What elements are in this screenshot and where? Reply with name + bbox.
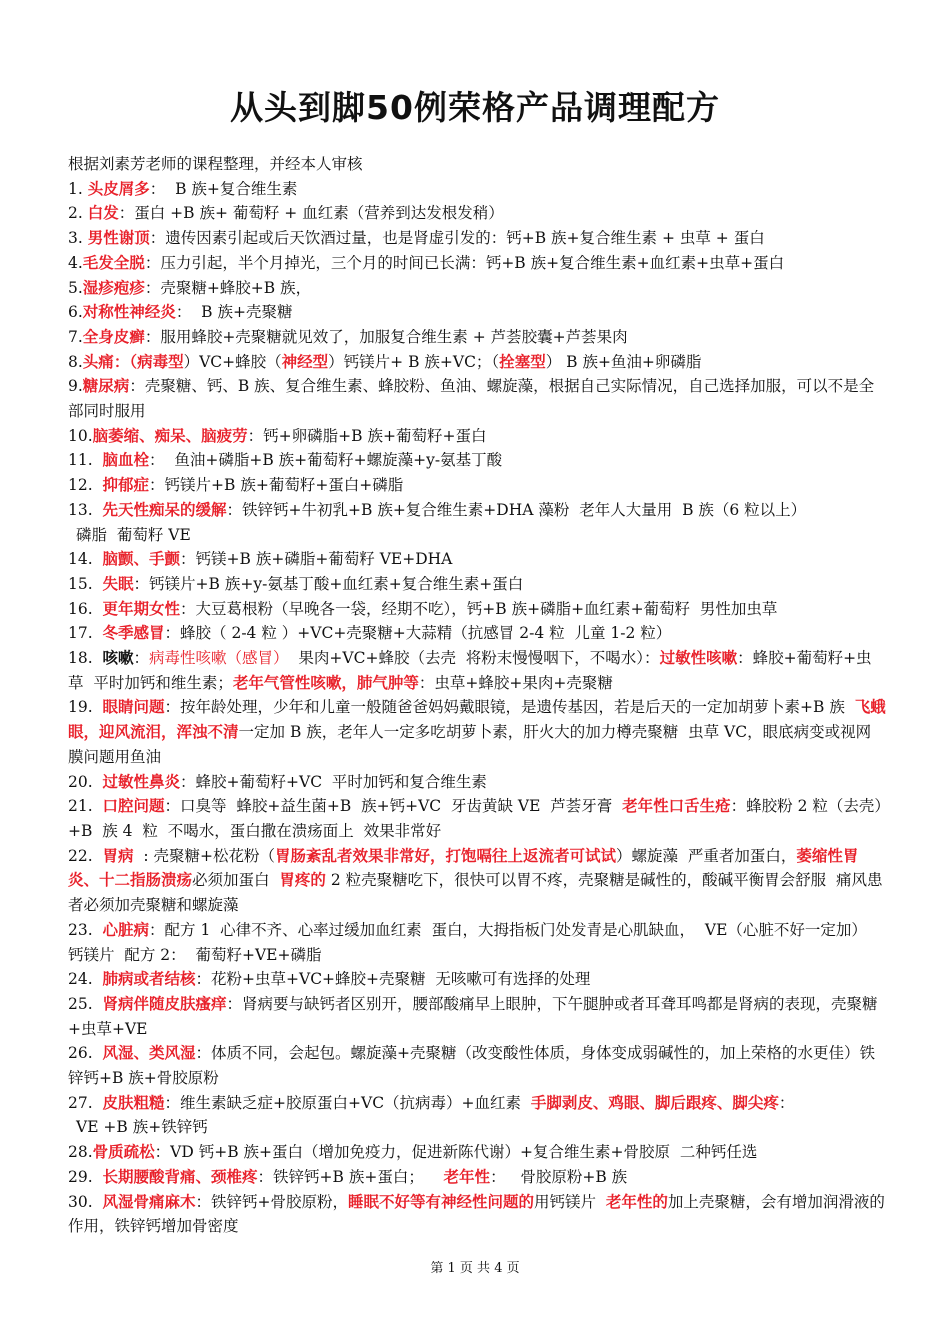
- list-item: 22. 胃病 : 壳聚糖+松花粉（胃肠紊乱者效果非常好，打饱嗝往上返流者可试试）螺旋藻 严重者加蛋白，萎缩性胃炎、十二指肠溃疡必须加蛋白 胃疼的 2 粒壳聚糖吃下，很快可以胃不疼，壳聚糖是碱性的，酸碱平衡胃会舒服 痛风患者必须加壳聚糖和螺旋藻: [68, 845, 883, 915]
- page-footer: 第 1 页 共 4 页: [430, 1261, 520, 1276]
- list-item: 27. 皮肤粗糙：维生素缺乏症+胶原蛋白+VC（抗病毒）+血红素 手脚剥皮、鸡眼、脚后跟疼、脚尖疼：: [68, 1092, 795, 1112]
- list-item: 6.对称性神经炎： B 族+壳聚糖: [68, 302, 293, 322]
- intro-line: 根据刘素芳老师的课程整理，并经本人审核: [68, 155, 363, 173]
- list-item: 11. 脑血栓： 鱼油+磷脂+B 族+葡萄籽+螺旋藻+y-氨基丁酸: [68, 450, 503, 470]
- list-item-continuation: 磷脂 葡萄籽 VE: [76, 525, 191, 544]
- list-item: 18. 咳嗽：病毒性咳嗽（感冒） 果肉+VC+蜂胶（去壳 将粉末慢慢咽下，不喝水）：过敏性咳嗽：蜂胶+葡萄籽+虫草 平时加钙和维生素；老年气管性咳嗽，肺气肿等：虫草+蜂胶+果肉+壳聚糖: [68, 648, 872, 692]
- list-item: 24. 肺病或者结核：花粉+虫草+VC+蜂胶+壳聚糖 无咳嗽可有选择的处理: [68, 969, 591, 989]
- list-item: 21. 口腔问题：口臭等 蜂胶+益生菌+B 族+钙+VC 牙齿黄缺 VE 芦荟牙膏 老年性口舌生疮：蜂胶粉 2 粒（去壳）+B 族 4 粒 不喝水，蛋白撒在溃疡面上 效果非常好: [68, 796, 883, 840]
- list-item: 13. 先天性痴呆的缓解：铁锌钙+牛初乳+B 族+复合维生素+DHA 藻粉 老年人大量用 B 族（6 粒以上）: [68, 499, 807, 519]
- list-item: 5.湿疹疱疹：壳聚糖+蜂胶+B 族，: [68, 277, 312, 297]
- page-title: 从头到脚50例荣格产品调理配方: [230, 88, 720, 127]
- list-item: 4.毛发全脱：压力引起，半个月掉光，三个月的时间已长满：钙+B 族+复合维生素+血红素+虫草+蛋白: [68, 252, 785, 272]
- list-item: 30. 风湿骨痛麻木：铁锌钙+骨胶原粉，睡眠不好等有神经性问题的用钙镁片 老年性的加上壳聚糖，会有增加润滑液的作用，铁锌钙增加骨密度: [68, 1191, 885, 1236]
- list-item: 23. 心脏病：配方 1 心律不齐、心率过缓加血红素 蛋白，大拇指板门处发青是心肌缺血， VE（心脏不好一定加） 钙镁片 配方 2： 葡萄籽+VE+磷脂: [68, 919, 877, 964]
- list-item: 16. 更年期女性：大豆葛根粉（早晚各一袋，经期不吃），钙+B 族+磷脂+血红素+葡萄籽 男性加虫草: [68, 598, 778, 618]
- list-item: 3. 男性谢顶：遗传因素引起或后天饮酒过量，也是肾虚引发的：钙+B 族+复合维生素 + 虫草 + 蛋白: [68, 228, 765, 248]
- list-item: 14. 脑颤、手颤：钙镁+B 族+磷脂+葡萄籽 VE+DHA: [68, 549, 453, 569]
- list-item: 1. 头皮屑多： B 族+复合维生素: [68, 178, 298, 198]
- list-item-continuation: VE +B 族+铁锌钙: [76, 1118, 208, 1137]
- list-item: 19. 眼睛问题：按年龄处理，少年和儿童一般随爸爸妈妈戴眼镜，是遗传基因，若是后天的一定加胡萝卜素+B 族 飞蛾眼，迎风流泪，浑浊不清一定加 B 族，老年人一定多吃胡萝卜素，肝火大的加力樽壳聚糖 虫草 VC，眼底病变或视网膜问题用鱼油: [68, 697, 886, 766]
- list-item: 28.骨质疏松：VD 钙+B 族+蛋白（增加免疫力，促进新陈代谢）+复合维生素+骨胶原 二种钙任选: [68, 1142, 758, 1162]
- list-item: 17. 冬季感冒：蜂胶（ 2-4 粒 ）+VC+壳聚糖+大蒜精（抗感冒 2-4 粒 儿童 1-2 粒）: [68, 623, 672, 643]
- list-item: 25. 肾病伴随皮肤瘙痒：肾病要与缺钙者区别开，腰部酸痛早上眼肿，下午腿肿或者耳聋耳鸣都是肾病的表现，壳聚糖+虫草+VE: [68, 993, 878, 1038]
- list-item: 9.糖尿病：壳聚糖、钙、B 族、复合维生素、蜂胶粉、鱼油、螺旋藻，根据自己实际情况，自己选择加服，可以不是全部同时服用: [68, 376, 875, 421]
- list-item: 26. 风湿、类风湿：体质不同，会起包。螺旋藻+壳聚糖（改变酸性体质，身体变成弱碱性的，加上荣格的水更佳）铁锌钙+B 族+骨胶原粉: [68, 1043, 876, 1088]
- list-item: 15. 失眠：钙镁片+B 族+y-氨基丁酸+血红素+复合维生素+蛋白: [68, 573, 524, 593]
- list-item: 10.脑萎缩、痴呆、脑疲劳：钙+卵磷脂+B 族+葡萄籽+蛋白: [68, 425, 487, 445]
- document-body: [68, 152, 886, 1239]
- list-item: 29. 长期腰酸背痛、颈椎疼：铁锌钙+B 族+蛋白； 老年性： 骨胶原粉+B 族: [68, 1166, 628, 1186]
- list-item: 2. 白发：蛋白 +B 族+ 葡萄籽 + 血红素（营养到达发根发稍）: [68, 203, 504, 223]
- list-item: 7.全身皮癣：服用蜂胶+壳聚糖就见效了，加服复合维生素 + 芦荟胶囊+芦荟果肉: [68, 326, 628, 346]
- list-item: 8.头痛：（病毒型）VC+蜂胶（神经型）钙镁片+ B 族+VC；（拴塞型） B 族+鱼油+卵磷脂: [68, 351, 702, 371]
- list-item: 12. 抑郁症：钙镁片+B 族+葡萄籽+蛋白+磷脂: [68, 475, 404, 495]
- list-item: 20. 过敏性鼻炎：蜂胶+葡萄籽+VC 平时加钙和复合维生素: [68, 771, 487, 791]
